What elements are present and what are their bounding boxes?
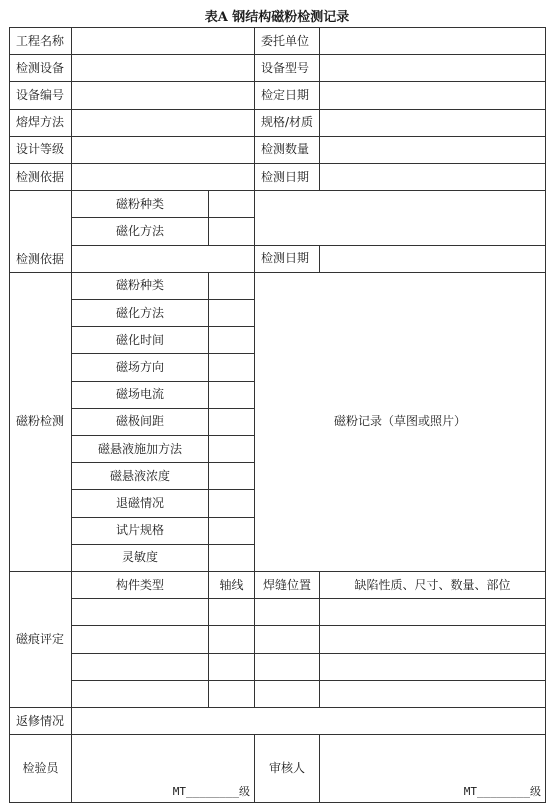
- field-equipment-model[interactable]: [320, 55, 546, 82]
- label-sensitivity: 灵敏度: [72, 544, 209, 571]
- field-magnetization-time[interactable]: [209, 327, 255, 354]
- block2-blank-area: [255, 191, 546, 245]
- block2-row-3: [10, 245, 546, 272]
- row-repair: [10, 708, 546, 735]
- row-design-grade: [10, 136, 546, 163]
- field-block2-powder-type[interactable]: [209, 191, 255, 218]
- field-test-piece-spec[interactable]: [209, 517, 255, 544]
- label-suspension-method: 磁悬液施加方法: [72, 436, 209, 463]
- inspection-record-form: [9, 27, 546, 803]
- label-reviewer: 审核人: [255, 735, 320, 803]
- row-equipment-no: [10, 82, 546, 109]
- field-reviewer-signature[interactable]: [320, 735, 546, 803]
- field-repair[interactable]: [72, 708, 546, 735]
- label-test-basis-2: 检测依据: [10, 191, 72, 273]
- reviewer-grade: MT________级: [463, 784, 541, 798]
- field-test-basis[interactable]: [72, 164, 255, 191]
- cell-component-type[interactable]: [72, 599, 209, 626]
- cell-defect-info[interactable]: [320, 653, 546, 680]
- label-test-quantity: 检测数量: [255, 136, 320, 163]
- row-welding-method: [10, 109, 546, 136]
- field-calibration-date[interactable]: [320, 82, 546, 109]
- eval-row: [10, 626, 546, 653]
- eval-row: [10, 680, 546, 707]
- eval-header-row: [10, 572, 546, 599]
- cell-component-type[interactable]: [72, 653, 209, 680]
- label-field-direction: 磁场方向: [72, 354, 209, 381]
- row-equipment: [10, 55, 546, 82]
- label-design-grade: 设计等级: [10, 136, 72, 163]
- label-powder-type: 磁粉种类: [72, 272, 209, 299]
- label-equipment-no: 设备编号: [10, 82, 72, 109]
- row-project-name: [10, 28, 546, 55]
- field-pole-spacing[interactable]: [209, 408, 255, 435]
- field-design-grade[interactable]: [72, 136, 255, 163]
- header-component-type: 构件类型: [72, 572, 209, 599]
- label-test-date: 检测日期: [255, 164, 320, 191]
- header-defect-info: 缺陷性质、尺寸、数量、部位: [320, 572, 546, 599]
- label-test-basis: 检测依据: [10, 164, 72, 191]
- label-evaluation: 磁痕评定: [10, 572, 72, 708]
- field-test-quantity[interactable]: [320, 136, 546, 163]
- label-mt-section: 磁粉检测: [10, 272, 72, 571]
- cell-weld-position[interactable]: [255, 680, 320, 707]
- label-welding-method: 熔焊方法: [10, 109, 72, 136]
- header-weld-position: 焊缝位置: [255, 572, 320, 599]
- block2-row-1: [10, 191, 546, 218]
- field-test-date-2[interactable]: [320, 245, 546, 272]
- label-project-name: 工程名称: [10, 28, 72, 55]
- label-field-current: 磁场电流: [72, 381, 209, 408]
- cell-axis[interactable]: [209, 599, 255, 626]
- document-title: 表A 钢结构磁粉检测记录: [204, 10, 350, 25]
- label-suspension-concentration: 磁悬液浓度: [72, 463, 209, 490]
- cell-axis[interactable]: [209, 680, 255, 707]
- field-block2-magnetization-method[interactable]: [209, 218, 255, 245]
- cell-defect-info[interactable]: [320, 599, 546, 626]
- label-magnetization-time: 磁化时间: [72, 327, 209, 354]
- mt-row-1: [10, 272, 546, 299]
- field-sensitivity[interactable]: [209, 544, 255, 571]
- field-project-name[interactable]: [72, 28, 255, 55]
- cell-defect-info[interactable]: [320, 680, 546, 707]
- field-inspector-signature[interactable]: [72, 735, 255, 803]
- label-repair: 返修情况: [10, 708, 72, 735]
- label-pole-spacing: 磁极间距: [72, 408, 209, 435]
- header-axis: 轴线: [209, 572, 255, 599]
- label-spec-material: 规格/材质: [255, 109, 320, 136]
- cell-axis[interactable]: [209, 626, 255, 653]
- eval-row: [10, 599, 546, 626]
- label-inspector: 检验员: [10, 735, 72, 803]
- label-client: 委托单位: [255, 28, 320, 55]
- label-demagnetization: 退磁情况: [72, 490, 209, 517]
- cell-weld-position[interactable]: [255, 626, 320, 653]
- field-welding-method[interactable]: [72, 109, 255, 136]
- cell-defect-info[interactable]: [320, 626, 546, 653]
- field-spec-material[interactable]: [320, 109, 546, 136]
- label-block2-magnetization-method: 磁化方法: [72, 218, 209, 245]
- field-test-date[interactable]: [320, 164, 546, 191]
- field-equipment-no[interactable]: [72, 82, 255, 109]
- inspector-grade: MT________级: [172, 784, 250, 798]
- label-test-piece-spec: 试片规格: [72, 517, 209, 544]
- field-field-current[interactable]: [209, 381, 255, 408]
- field-client[interactable]: [320, 28, 546, 55]
- mt-record-area[interactable]: 磁粉记录（草图或照片）: [255, 272, 546, 571]
- row-signatures: [10, 735, 546, 803]
- cell-weld-position[interactable]: [255, 599, 320, 626]
- field-field-direction[interactable]: [209, 354, 255, 381]
- field-equipment[interactable]: [72, 55, 255, 82]
- label-equipment-model: 设备型号: [255, 55, 320, 82]
- cell-component-type[interactable]: [72, 626, 209, 653]
- cell-axis[interactable]: [209, 653, 255, 680]
- field-suspension-method[interactable]: [209, 436, 255, 463]
- field-suspension-concentration[interactable]: [209, 463, 255, 490]
- eval-row: [10, 653, 546, 680]
- cell-weld-position[interactable]: [255, 653, 320, 680]
- label-magnetization-method: 磁化方法: [72, 300, 209, 327]
- label-calibration-date: 检定日期: [255, 82, 320, 109]
- cell-component-type[interactable]: [72, 680, 209, 707]
- field-demagnetization[interactable]: [209, 490, 255, 517]
- label-block2-powder-type: 磁粉种类: [72, 191, 209, 218]
- label-equipment: 检测设备: [10, 55, 72, 82]
- row-test-basis: [10, 164, 546, 191]
- field-magnetization-method[interactable]: [209, 300, 255, 327]
- field-test-basis-2[interactable]: [72, 245, 255, 272]
- label-test-date-2: 检测日期: [255, 245, 320, 272]
- field-powder-type[interactable]: [209, 272, 255, 299]
